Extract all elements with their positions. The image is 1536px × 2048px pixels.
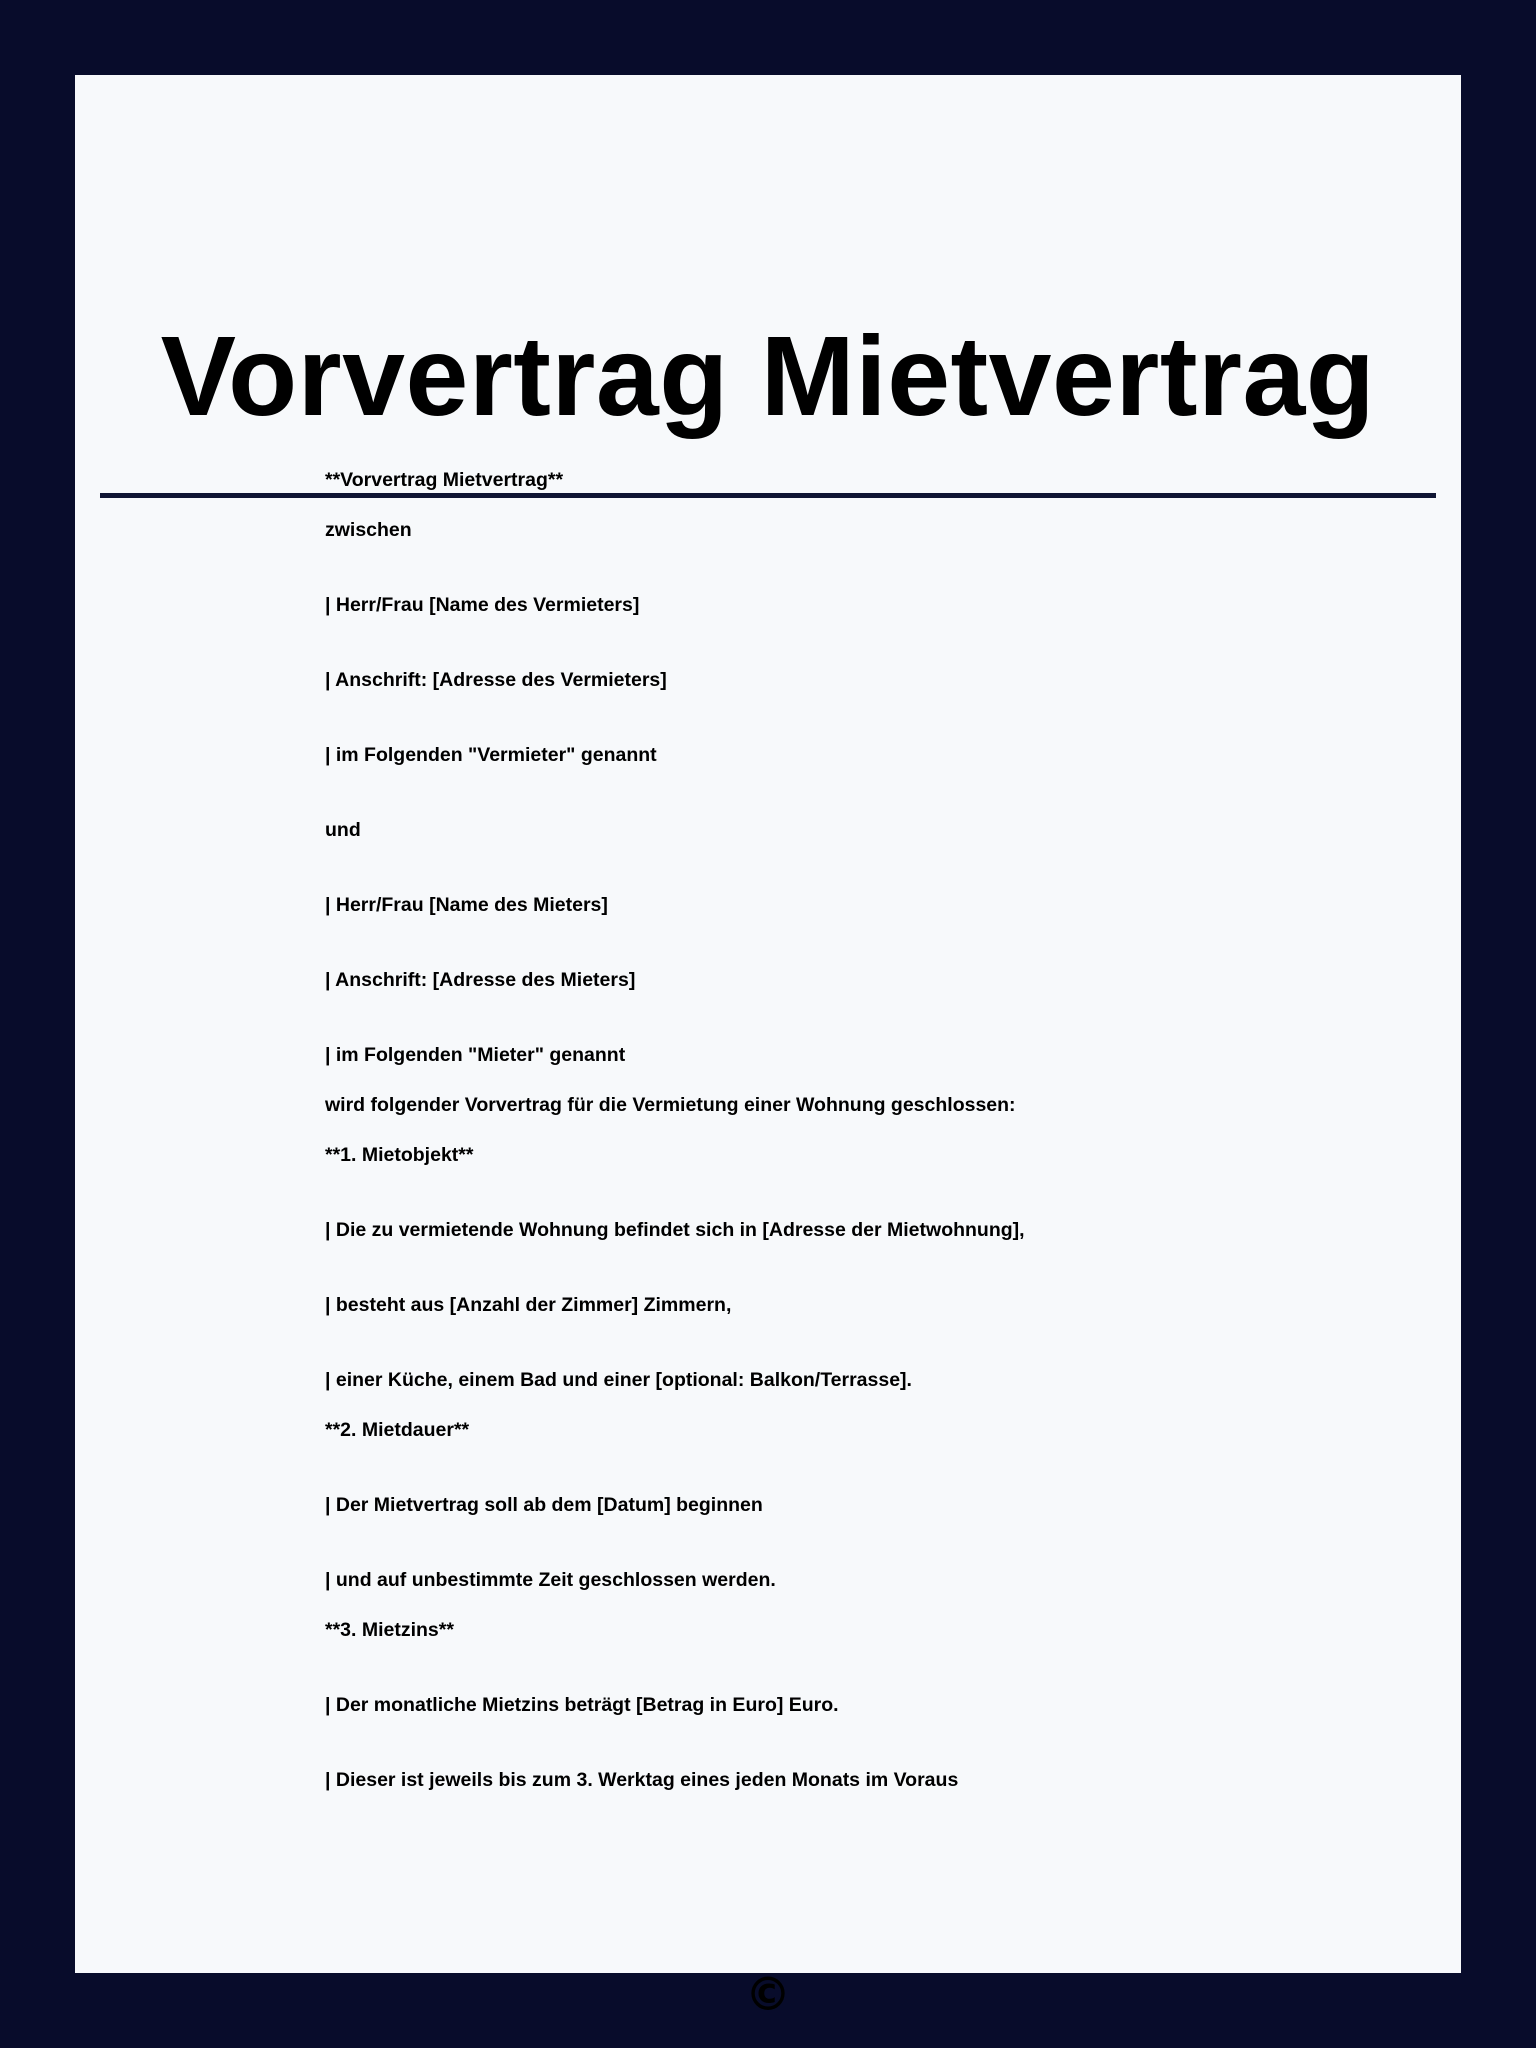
document-line: | im Folgenden "Vermieter" genannt <box>325 744 657 766</box>
document-page <box>75 75 1461 2021</box>
document-line: wird folgender Vorvertrag für die Vermietung einer Wohnung geschlossen: <box>325 1094 1016 1116</box>
document-line: **2. Mietdauer** <box>325 1419 470 1441</box>
document-title: Vorvertrag Mietvertrag <box>160 313 1376 439</box>
document-line: **3. Mietzins** <box>325 1619 454 1641</box>
document-line: | Herr/Frau [Name des Mieters] <box>325 894 608 916</box>
document-line: | besteht aus [Anzahl der Zimmer] Zimmern, <box>325 1294 732 1316</box>
document-line: **Vorvertrag Mietvertrag** <box>325 469 564 491</box>
document-line: | Der Mietvertrag soll ab dem [Datum] beginnen <box>325 1494 763 1516</box>
document-line: | im Folgenden "Mieter" genannt <box>325 1044 626 1066</box>
document-line: | und auf unbestimmte Zeit geschlossen werden. <box>325 1569 776 1591</box>
document-line: | Herr/Frau [Name des Vermieters] <box>325 594 640 616</box>
copyright-icon: © <box>745 1967 791 2021</box>
document-line: und <box>325 819 361 841</box>
document-line: zwischen <box>325 519 412 541</box>
document-line: | Dieser ist jeweils bis zum 3. Werktag eines jeden Monats im Voraus <box>325 1769 959 1791</box>
document-line: | Anschrift: [Adresse des Mieters] <box>325 969 636 991</box>
document-line: | Die zu vermietende Wohnung befindet sich in [Adresse der Mietwohnung], <box>325 1219 1025 1241</box>
title-divider <box>100 493 1436 498</box>
document-line: | Anschrift: [Adresse des Vermieters] <box>325 669 667 691</box>
document-line: | Der monatliche Mietzins beträgt [Betrag in Euro] Euro. <box>325 1694 839 1716</box>
document-line: **1. Mietobjekt** <box>325 1144 474 1166</box>
document-line: | einer Küche, einem Bad und einer [optional: Balkon/Terrasse]. <box>325 1369 912 1391</box>
